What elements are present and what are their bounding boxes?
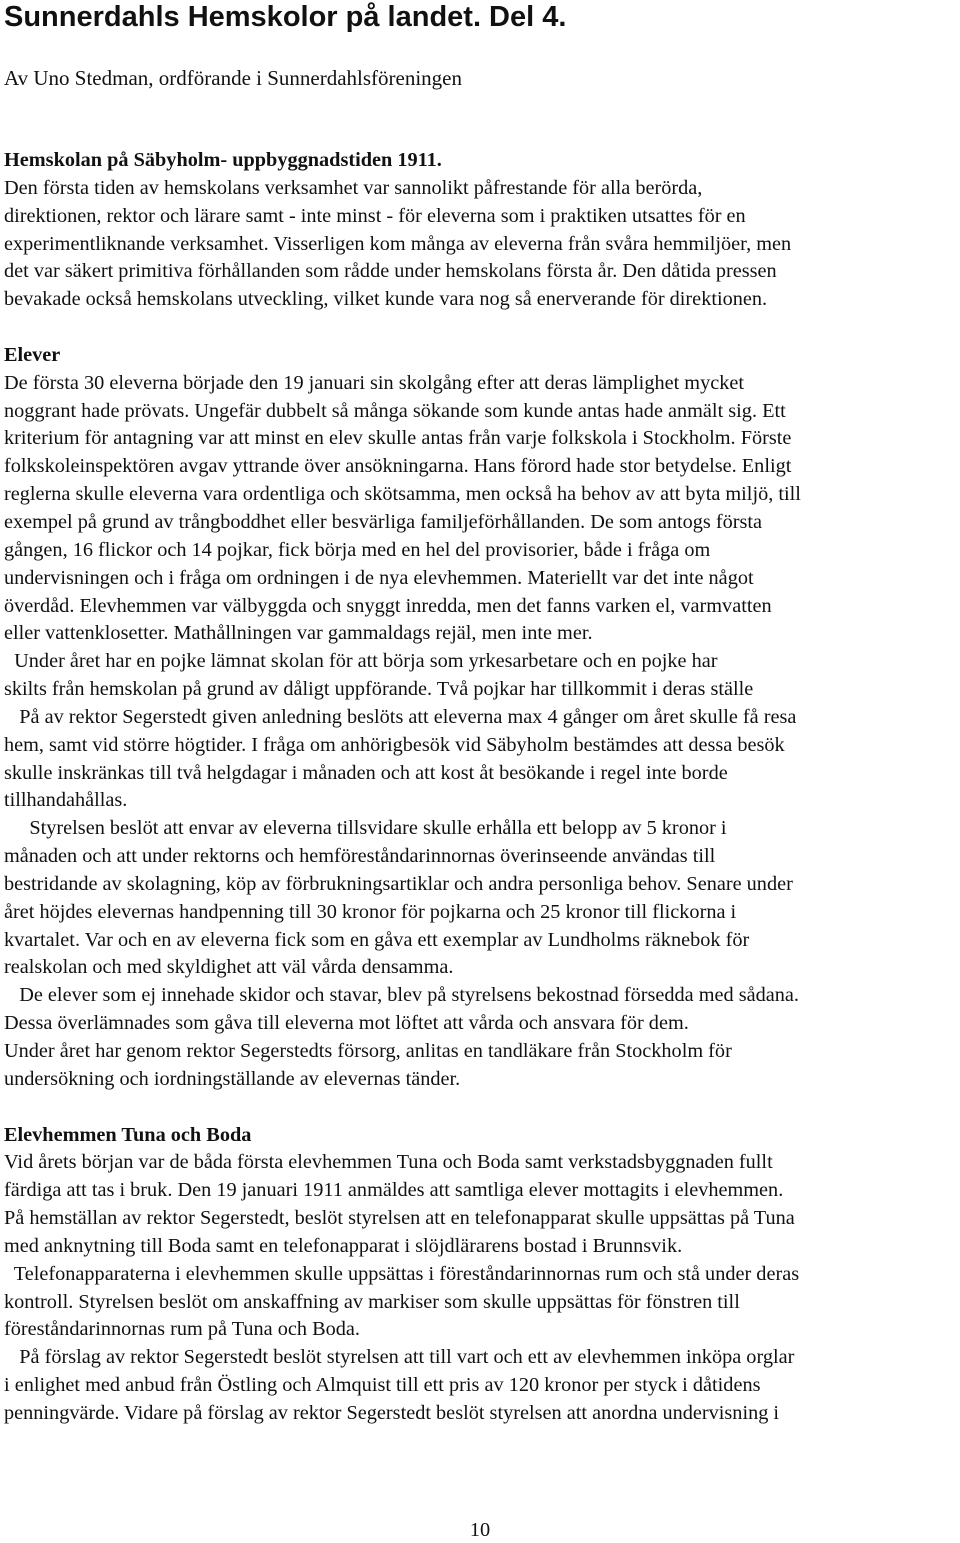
text-line: året höjdes elevernas handpenning till 30 kronor för pojkarna och 25 kronor till flickorna i — [4, 900, 737, 923]
section-heading: Hemskolan på Säbyholm- uppbyggnadstiden 1911. — [4, 149, 442, 171]
text-line: bestridande av skolagning, köp av förbrukningsartiklar och andra personliga behov. Senare under — [4, 872, 793, 895]
text-line: i enlighet med anbud från Östling och Almquist till ett pris av 120 kronor per styck i dåtidens — [4, 1374, 761, 1397]
text-line: De elever som ej innehade skidor och stavar, blev på styrelsens bekostnad försedda med sådana. — [4, 984, 799, 1007]
text-line: direktionen, rektor och lärare samt - inte minst - för eleverna som i praktiken utsattes för en — [4, 204, 746, 227]
text-line: Vid årets början var de båda första elevhemmen Tuna och Boda samt verkstadsbyggnaden fullt — [4, 1151, 773, 1174]
text-line: föreståndarinnornas rum på Tuna och Boda. — [4, 1318, 360, 1341]
page-title: Sunnerdahls Hemskolor på landet. Del 4. — [4, 1, 567, 33]
text-line: På av rektor Segerstedt given anledning beslöts att eleverna max 4 gånger om året skulle få resa — [4, 705, 797, 728]
text-line: kvartalet. Var och en av eleverna fick som en gåva ett exemplar av Lundholms räknebok för — [4, 928, 750, 951]
text-line: På hemställan av rektor Segerstedt, beslöt styrelsen att en telefonapparat skulle uppsättas på Tuna — [4, 1207, 795, 1230]
text-line: överdåd. Elevhemmen var välbyggda och snyggt inredda, men det fanns varken el, varmvatten — [4, 594, 772, 617]
text-line: Under året har en pojke lämnat skolan för att börja som yrkesarbetare och en pojke har — [4, 650, 718, 673]
article-body — [4, 147, 956, 1428]
text-line: experimentliknande verksamhet. Visserligen kom många av eleverna från svåra hemmiljöer, men — [4, 232, 792, 255]
text-line: penningvärde. Vidare på förslag av rektor Segerstedt beslöt styrelsen att anordna undervisning i — [4, 1401, 780, 1424]
section-heading: Elevhemmen Tuna och Boda — [4, 1123, 252, 1146]
text-line: gången, 16 flickor och 14 pojkar, fick börja med en hel del provisorier, både i fråga om — [4, 538, 711, 561]
text-line: med anknytning till Boda samt en telefonapparat i slöjdlärarens bostad i Brunnsvik. — [4, 1234, 683, 1257]
text-line: noggrant hade prövats. Ungefär dubbelt så många sökande som kunde antas hade anmält sig. Ett — [4, 399, 786, 422]
blank-line — [4, 314, 956, 342]
text-line: skilts från hemskolan på grund av dåligt uppförande. Två pojkar har tillkommit i deras ställe — [4, 678, 754, 701]
text-line: Under året har genom rektor Segerstedts försorg, anlitas en tandläkare från Stockholm för — [4, 1040, 732, 1062]
text-line: månaden och att under rektorns och hemföreståndarinnornas överinseende användas till — [4, 845, 716, 868]
text-line: kriterium för antagning var att minst en elev skulle antas från varje folkskola i Stockholm. Förste — [4, 427, 792, 450]
text-line: folkskoleinspektören avgav yttrande över ansökningarna. Hans förord hade stor betydelse. Enligt — [4, 455, 792, 478]
text-line: exempel på grund av trångboddhet eller besvärliga familjeförhållanden. De som antogs första — [4, 510, 763, 533]
text-line: Styrelsen beslöt att envar av eleverna tillsvidare skulle erhålla ett belopp av 5 kronor i — [4, 817, 727, 840]
text-line: De första 30 eleverna började den 19 januari sin skolgång efter att deras lämplighet mycket — [4, 371, 744, 394]
author-line: Av Uno Stedman, ordförande i Sunnerdahlsföreningen — [4, 66, 463, 90]
text-line: bevakade också hemskolans utveckling, vilket kunde vara nog så enerverande för direktionen. — [4, 288, 768, 311]
text-line: realskolan och med skyldighet att väl vårda densamma. — [4, 956, 454, 979]
section-heading: Elever — [4, 343, 61, 366]
text-line: Den första tiden av hemskolans verksamhet var sannolikt påfrestande för alla berörda, — [4, 176, 703, 199]
text-line: tillhandahållas. — [4, 789, 128, 812]
text-line: skulle inskränkas till två helgdagar i månaden och att kost åt besökande i regel inte borde — [4, 761, 728, 784]
text-line: reglerna skulle eleverna vara ordentliga och skötsamma, men också ha behov av att byta miljö, till — [4, 483, 801, 506]
text-line: undervisningen och i fråga om ordningen i de nya elevhemmen. Materiellt var det inte något — [4, 566, 754, 589]
text-line: eller vattenklosetter. Mathållningen var gammaldags rejäl, men inte mer. — [4, 622, 593, 645]
text-line: Dessa överlämnades som gåva till eleverna mot löftet att vårda och ansvara för dem. — [4, 1012, 689, 1035]
text-line: hem, samt vid större högtider. I fråga om anhörigbesök vid Säbyholm bestämdes att dessa besök — [4, 733, 785, 756]
page-number: 10 — [469, 1519, 491, 1541]
text-line: kontroll. Styrelsen beslöt om anskaffning av markiser som skulle uppsättas för fönstren till — [4, 1290, 740, 1313]
text-line: det var säkert primitiva förhållanden som rådde under hemskolans första år. Den dåtida pressen — [4, 260, 777, 283]
blank-line — [4, 1094, 956, 1122]
text-line: På förslag av rektor Segerstedt beslöt styrelsen att till vart och ett av elevhemmen inköpa orglar — [4, 1346, 795, 1369]
text-line: undersökning och iordningställande av elevernas tänder. — [4, 1067, 461, 1090]
text-line: färdiga att tas i bruk. Den 19 januari 1911 anmäldes att samtliga elever mottagits i elevhemmen. — [4, 1179, 784, 1202]
text-line: Telefonapparaterna i elevhemmen skulle uppsättas i föreståndarinnornas rum och stå under deras — [4, 1262, 800, 1285]
